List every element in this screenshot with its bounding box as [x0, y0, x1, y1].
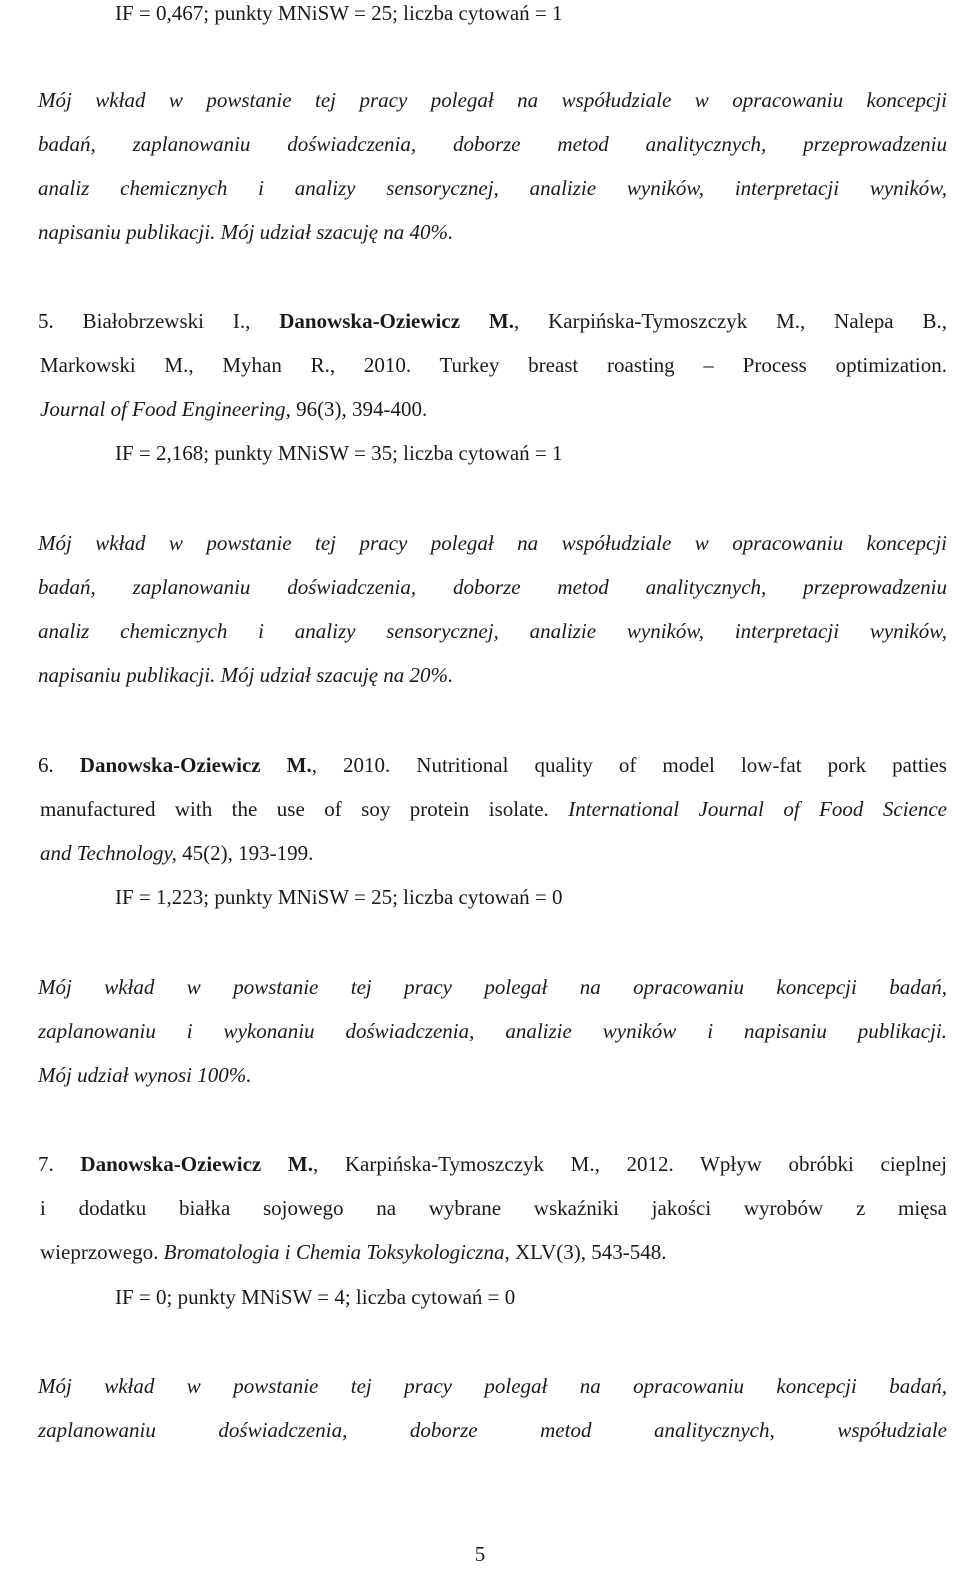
author: Białobrzewski I., [82, 309, 280, 333]
citation-text: , 2010. Nutritional quality of model low-fat pork patties [311, 753, 947, 777]
author-highlight: Danowska-Oziewicz M. [80, 1152, 313, 1176]
contribution-line: Mój wkład w powstanie tej pracy polegał na opracowaniu koncepcji badań, [38, 1374, 947, 1398]
journal-name: Bromatologia i Chemia Toksykologiczna [163, 1240, 505, 1264]
contribution-line: Mój wkład w powstanie tej pracy polegał na współudziale w opracowaniu koncepcji [38, 531, 947, 555]
journal-name: International Journal of Food Science [568, 797, 948, 821]
page-number: 5 [474, 1542, 486, 1566]
journal-name: and Technology, [40, 841, 177, 865]
contribution-line: Mój wkład w powstanie tej pracy polegał na opracowaniu koncepcji badań, [38, 975, 947, 999]
journal-name: Journal of Food Engineering [40, 397, 286, 421]
citation-text: wieprzowego. [40, 1240, 164, 1264]
publication-6-line-2 [40, 796, 947, 822]
journal-details: , XLV(3), 543-548. [504, 1240, 667, 1264]
publication-5-line-2: Markowski M., Myhan R., 2010. Turkey breast roasting – Process optimization. [40, 353, 947, 377]
authors-rest: , Karpińska-Tymoszczyk M., Nalepa B., [513, 309, 948, 333]
citation-text: manufactured with the use of soy protein isolate. [40, 797, 569, 821]
author-highlight: Danowska-Oziewicz M. [279, 309, 514, 333]
publication-6-line-1 [38, 752, 947, 778]
contribution-line: analiz chemicznych i analizy sensorycznej, analizie wyników, interpretacji wyników, [38, 619, 947, 643]
publication-5-line-3 [40, 396, 427, 422]
metrics-line: IF = 0; punkty MNiSW = 4; liczba cytowań = 0 [115, 1285, 516, 1309]
journal-details: , 96(3), 394-400. [285, 397, 428, 421]
contribution-line: zaplanowaniu i wykonaniu doświadczenia, analizie wyników i napisaniu publikacji. [38, 1019, 947, 1043]
contribution-line: badań, zaplanowaniu doświadczenia, doborze metod analitycznych, przeprowadzeniu [38, 132, 947, 156]
contribution-line: napisaniu publikacji. Mój udział szacuję na 40%. [38, 220, 454, 244]
citation-text: , Karpińska-Tymoszczyk M., 2012. Wpływ obróbki cieplnej [312, 1152, 947, 1176]
author-highlight: Danowska-Oziewicz M. [79, 753, 312, 777]
contribution-line: napisaniu publikacji. Mój udział szacuję na 20%. [38, 663, 454, 687]
contribution-line: Mój wkład w powstanie tej pracy polegał na współudziale w opracowaniu koncepcji [38, 88, 947, 112]
publication-number: 7. [38, 1152, 54, 1176]
metrics-line: IF = 0,467; punkty MNiSW = 25; liczba cytowań = 1 [115, 1, 563, 25]
contribution-line: analiz chemicznych i analizy sensorycznej, analizie wyników, interpretacji wyników, [38, 176, 947, 200]
publication-7-line-2: i dodatku białka sojowego na wybrane wskaźniki jakości wyrobów z mięsa [40, 1196, 947, 1220]
contribution-line: zaplanowaniu doświadczenia, doborze metod analitycznych, współudziale [38, 1418, 947, 1442]
publication-number: 5. [38, 309, 54, 333]
metrics-line: IF = 1,223; punkty MNiSW = 25; liczba cytowań = 0 [115, 885, 563, 909]
metrics-line: IF = 2,168; punkty MNiSW = 35; liczba cytowań = 1 [115, 441, 563, 465]
contribution-line: badań, zaplanowaniu doświadczenia, doborze metod analitycznych, przeprowadzeniu [38, 575, 947, 599]
publication-6-line-3 [40, 840, 313, 866]
publication-7-line-1 [38, 1151, 947, 1177]
publication-7-line-3 [40, 1239, 666, 1265]
publication-number: 6. [38, 753, 54, 777]
publication-5-line-1 [38, 308, 947, 334]
contribution-line: Mój udział wynosi 100%. [38, 1063, 252, 1087]
journal-details: 45(2), 193-199. [176, 841, 314, 865]
